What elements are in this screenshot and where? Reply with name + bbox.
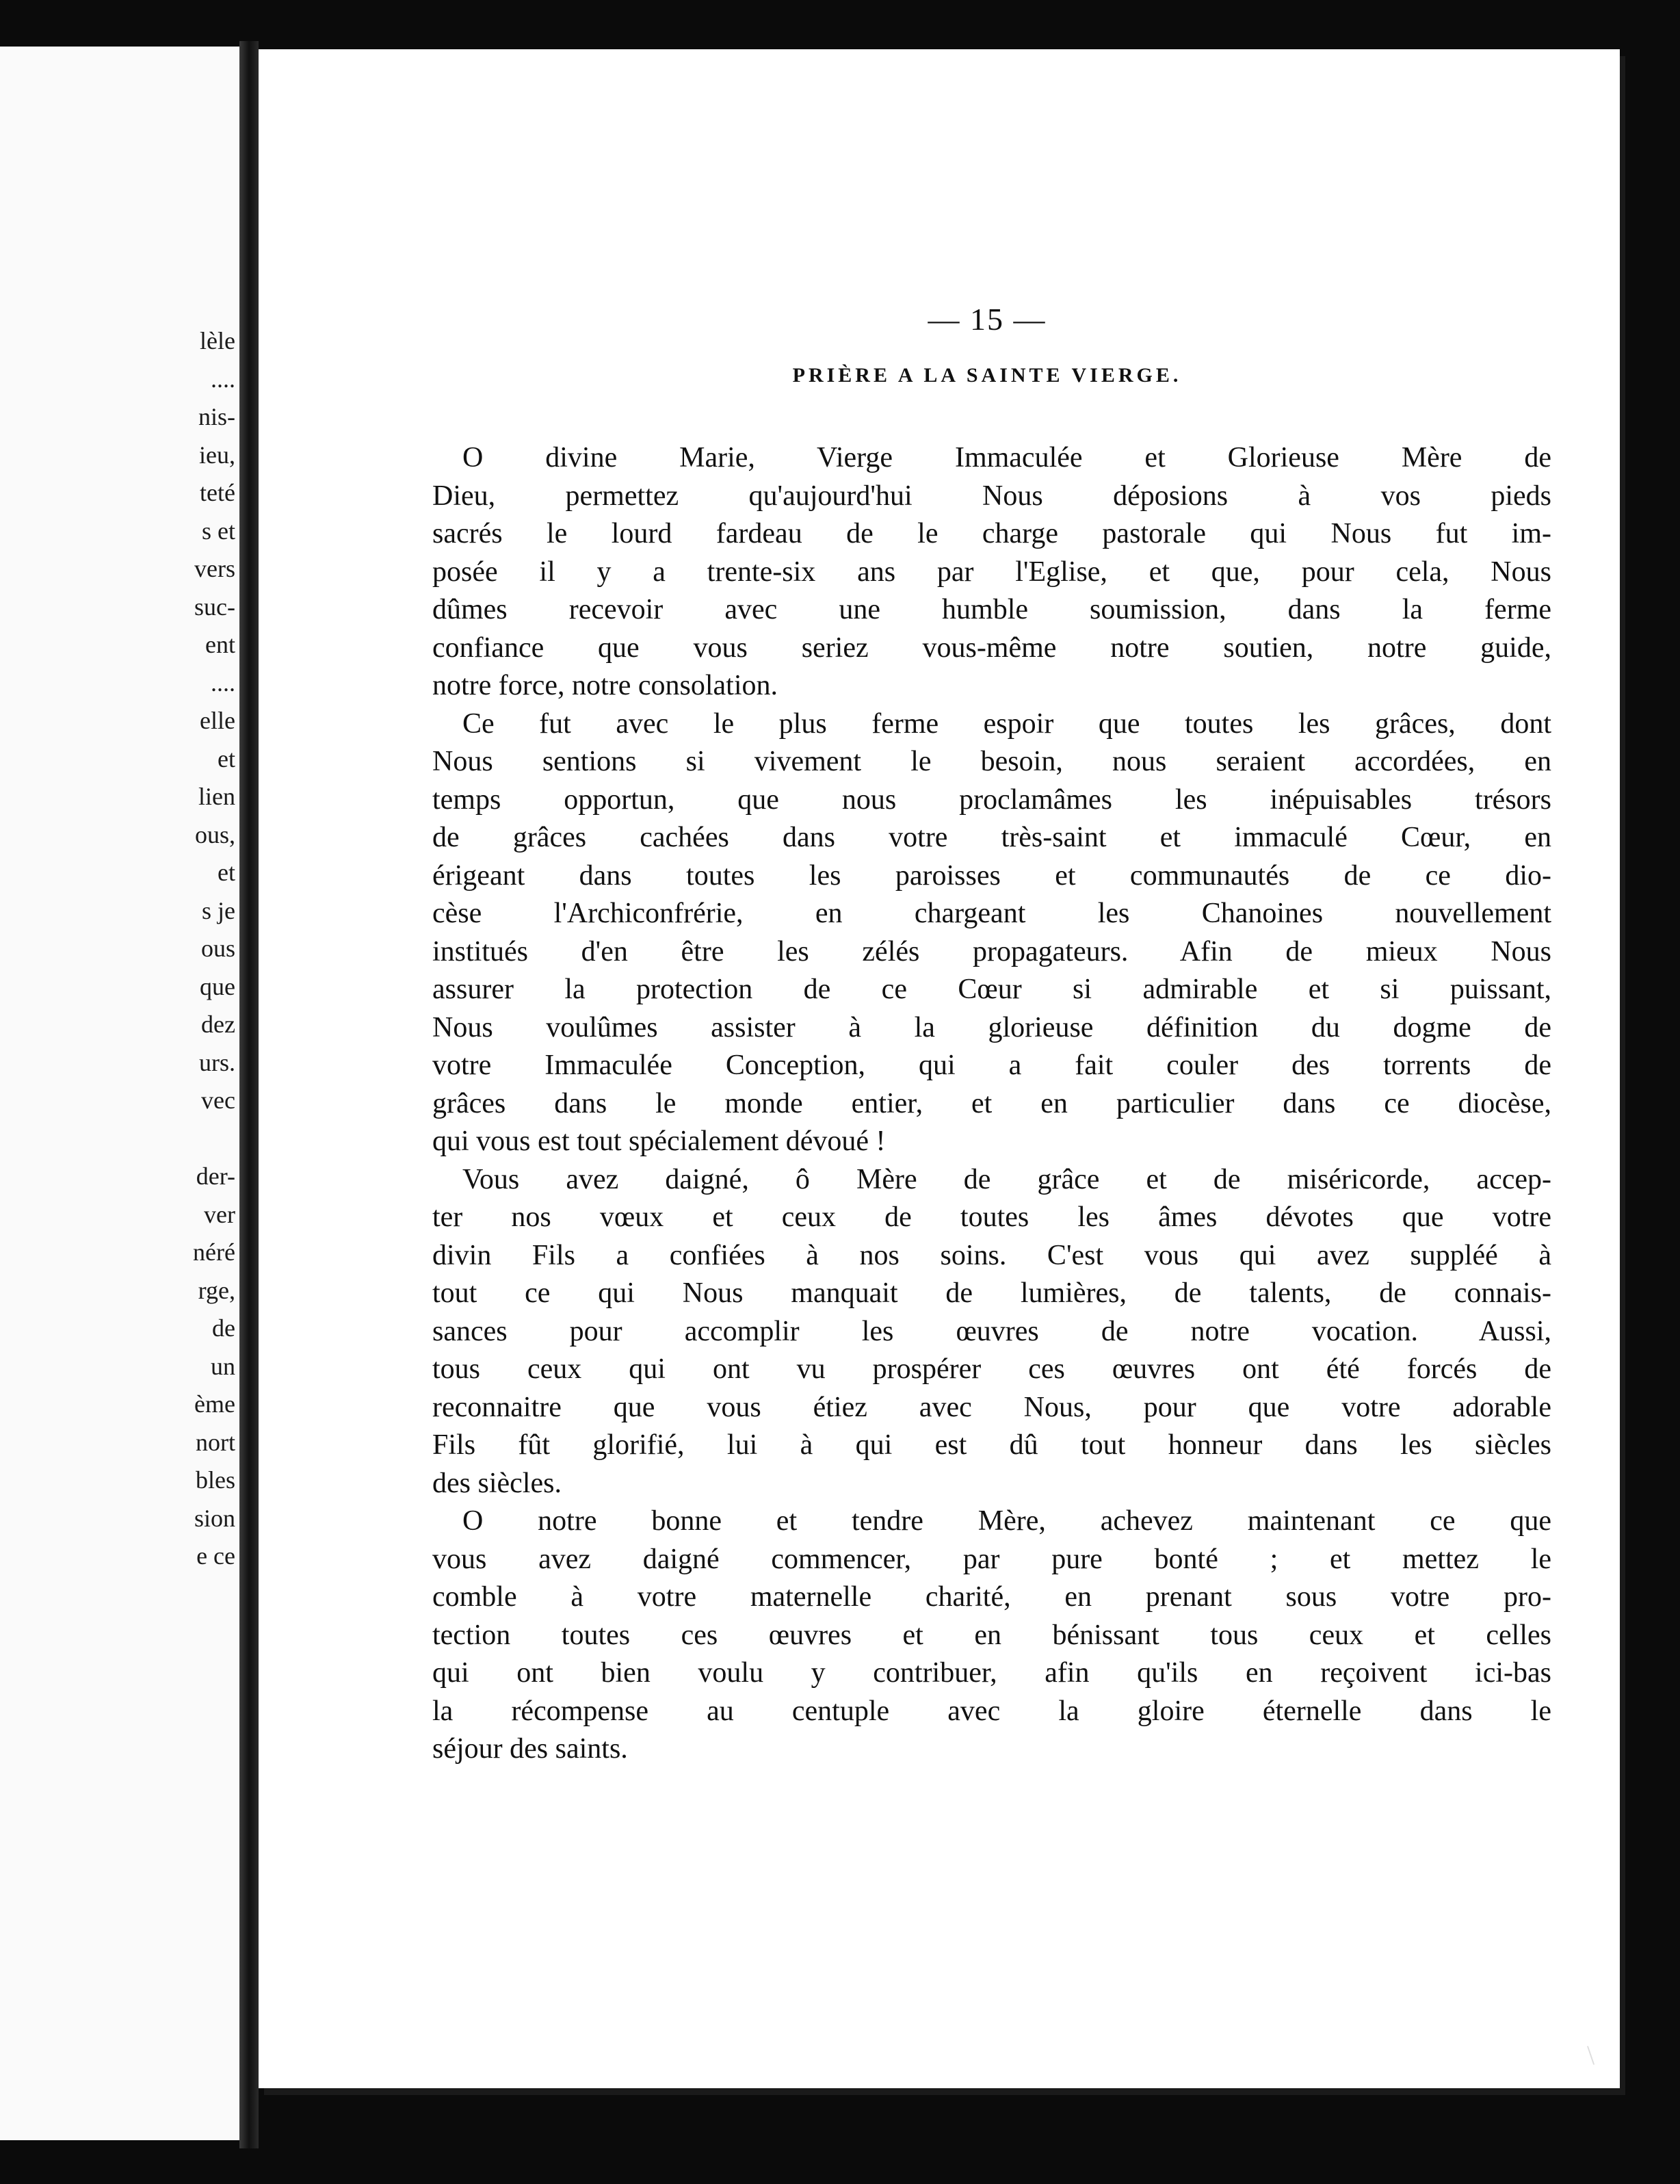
paragraph bbox=[432, 1161, 1551, 1503]
text-line: Nous sentions si vivement le besoin, nous seraient accordées, en bbox=[432, 746, 1551, 777]
text-line: sacrés le lourd fardeau de le charge pastorale qui Nous fut im- bbox=[432, 518, 1551, 549]
text-line: Fils fût glorifié, lui à qui est dû tout honneur dans les siècles bbox=[432, 1429, 1551, 1461]
left-page-line: ieu, bbox=[199, 441, 235, 469]
left-page-line: bles bbox=[196, 1466, 235, 1494]
left-page-line: ent bbox=[205, 631, 235, 658]
left-page-line: vers bbox=[194, 555, 235, 582]
text-line: confiance que vous seriez vous-même notre soutien, notre guide, bbox=[432, 632, 1551, 664]
left-page-line: que bbox=[200, 972, 235, 1000]
left-page-line: s je bbox=[202, 896, 235, 924]
text-line: vous avez daigné commencer, par pure bonté ; et mettez le bbox=[432, 1543, 1551, 1575]
current-page bbox=[259, 49, 1620, 2088]
left-page-line: urs. bbox=[199, 1048, 235, 1076]
text-line: cèse l'Archiconfrérie, en chargeant les Chanoines nouvellement bbox=[432, 898, 1551, 929]
left-page-line: .... bbox=[211, 668, 235, 697]
left-page-line: dez bbox=[201, 1011, 235, 1038]
left-page-line: lèle bbox=[200, 327, 235, 354]
left-page-line: lien bbox=[198, 783, 235, 810]
paragraph bbox=[432, 1503, 1551, 1769]
left-page-line: der- bbox=[196, 1162, 235, 1190]
text-line: tous ceux qui ont vu prospérer ces œuvres ont été forcés de bbox=[432, 1353, 1551, 1385]
text-line: des siècles. bbox=[432, 1467, 562, 1499]
left-page-line: ème bbox=[194, 1390, 235, 1418]
text-line: temps opportun, que nous proclamâmes les inépuisables trésors bbox=[432, 783, 1551, 816]
text-line: divin Fils a confiées à nos soins. C'est vous qui avez suppléé à bbox=[432, 1239, 1551, 1271]
left-page-line: nis- bbox=[198, 403, 235, 430]
left-page-line: suc- bbox=[194, 593, 235, 621]
text-line: ter nos vœux et ceux de toutes les âmes dévotes que votre bbox=[432, 1201, 1551, 1233]
text-line: la récompense au centuple avec la gloire éternelle dans le bbox=[432, 1695, 1551, 1727]
text-line: grâces dans le monde entier, et en particulier dans ce diocèse, bbox=[432, 1087, 1551, 1119]
previous-page-fragment bbox=[0, 47, 239, 2140]
text-line: qui vous est tout spécialement dévoué ! bbox=[432, 1126, 886, 1157]
left-page-line: ous, bbox=[194, 820, 235, 848]
left-page-line: de bbox=[212, 1314, 235, 1342]
left-page-line: vec bbox=[201, 1087, 235, 1114]
text-line: dûmes recevoir avec une humble soumission, dans la ferme bbox=[432, 594, 1551, 625]
left-page-line: e ce bbox=[196, 1542, 235, 1570]
text-line: posée il y a trente-six ans par l'Eglise, et que, pour cela, Nous bbox=[432, 556, 1551, 588]
text-line: séjour des saints. bbox=[432, 1733, 628, 1765]
scan-artifact: \ bbox=[1587, 2040, 1595, 2070]
left-page-line: .... bbox=[211, 365, 235, 393]
paragraph bbox=[432, 439, 1551, 705]
left-page-line: un bbox=[211, 1352, 235, 1380]
text-line: de grâces cachées dans votre très-saint et immaculé Cœur, en bbox=[432, 822, 1551, 853]
page-gutter bbox=[239, 41, 259, 2148]
text-line: Ce fut avec le plus ferme espoir que toutes les grâces, dont bbox=[462, 707, 1551, 740]
left-page-line: s et bbox=[202, 517, 235, 545]
left-page-line: ous bbox=[200, 935, 235, 962]
text-line: Vous avez daigné, ô Mère de grâce et de miséricorde, accep- bbox=[462, 1163, 1551, 1195]
text-line: tection toutes ces œuvres et en bénissant tous ceux et celles bbox=[432, 1619, 1551, 1651]
text-line: Dieu, permettez qu'aujourd'hui Nous déposions à vos pieds bbox=[432, 480, 1551, 512]
page-number: — 15 — bbox=[928, 302, 1047, 337]
paragraph bbox=[432, 705, 1551, 1161]
text-line: reconnaitre que vous étiez avec Nous, pour que votre adorable bbox=[432, 1391, 1551, 1423]
left-page-line: sion bbox=[194, 1504, 235, 1532]
text-line: O divine Marie, Vierge Immaculée et Glorieuse Mère de bbox=[462, 442, 1551, 473]
left-page-line: nort bbox=[196, 1428, 235, 1456]
text-line: comble à votre maternelle charité, en prenant sous votre pro- bbox=[432, 1581, 1551, 1613]
text-line: qui ont bien voulu y contribuer, afin qu'ils en reçoivent ici-bas bbox=[432, 1657, 1551, 1689]
text-line: assurer la protection de ce Cœur si admirable et si puissant, bbox=[432, 974, 1551, 1005]
left-page-line: teté bbox=[200, 479, 235, 506]
left-page-line: elle bbox=[200, 707, 235, 734]
text-line: O notre bonne et tendre Mère, achevez maintenant ce que bbox=[462, 1505, 1551, 1537]
text-line: Nous voulûmes assister à la glorieuse définition du dogme de bbox=[432, 1011, 1551, 1043]
text-line: tout ce qui Nous manquait de lumières, de talents, de connais- bbox=[432, 1277, 1551, 1309]
left-page-line: et bbox=[218, 859, 235, 886]
text-line: érigeant dans toutes les paroisses et communautés de ce dio- bbox=[432, 859, 1551, 892]
prayer-title: PRIÈRE A LA SAINTE VIERGE. bbox=[792, 364, 1182, 387]
text-line: notre force, notre consolation. bbox=[432, 670, 778, 701]
text-line: votre Immaculée Conception, qui a fait couler des torrents de bbox=[432, 1050, 1551, 1081]
text-line: institués d'en être les zélés propagateurs. Afin de mieux Nous bbox=[432, 935, 1551, 967]
prayer-body bbox=[432, 439, 1551, 1769]
left-page-line: et bbox=[218, 744, 235, 772]
left-page-line: néré bbox=[193, 1238, 235, 1266]
text-line: sances pour accomplir les œuvres de notre vocation. Aussi, bbox=[432, 1315, 1551, 1347]
left-page-line: rge, bbox=[198, 1276, 235, 1304]
left-page-line: ver bbox=[204, 1200, 235, 1228]
